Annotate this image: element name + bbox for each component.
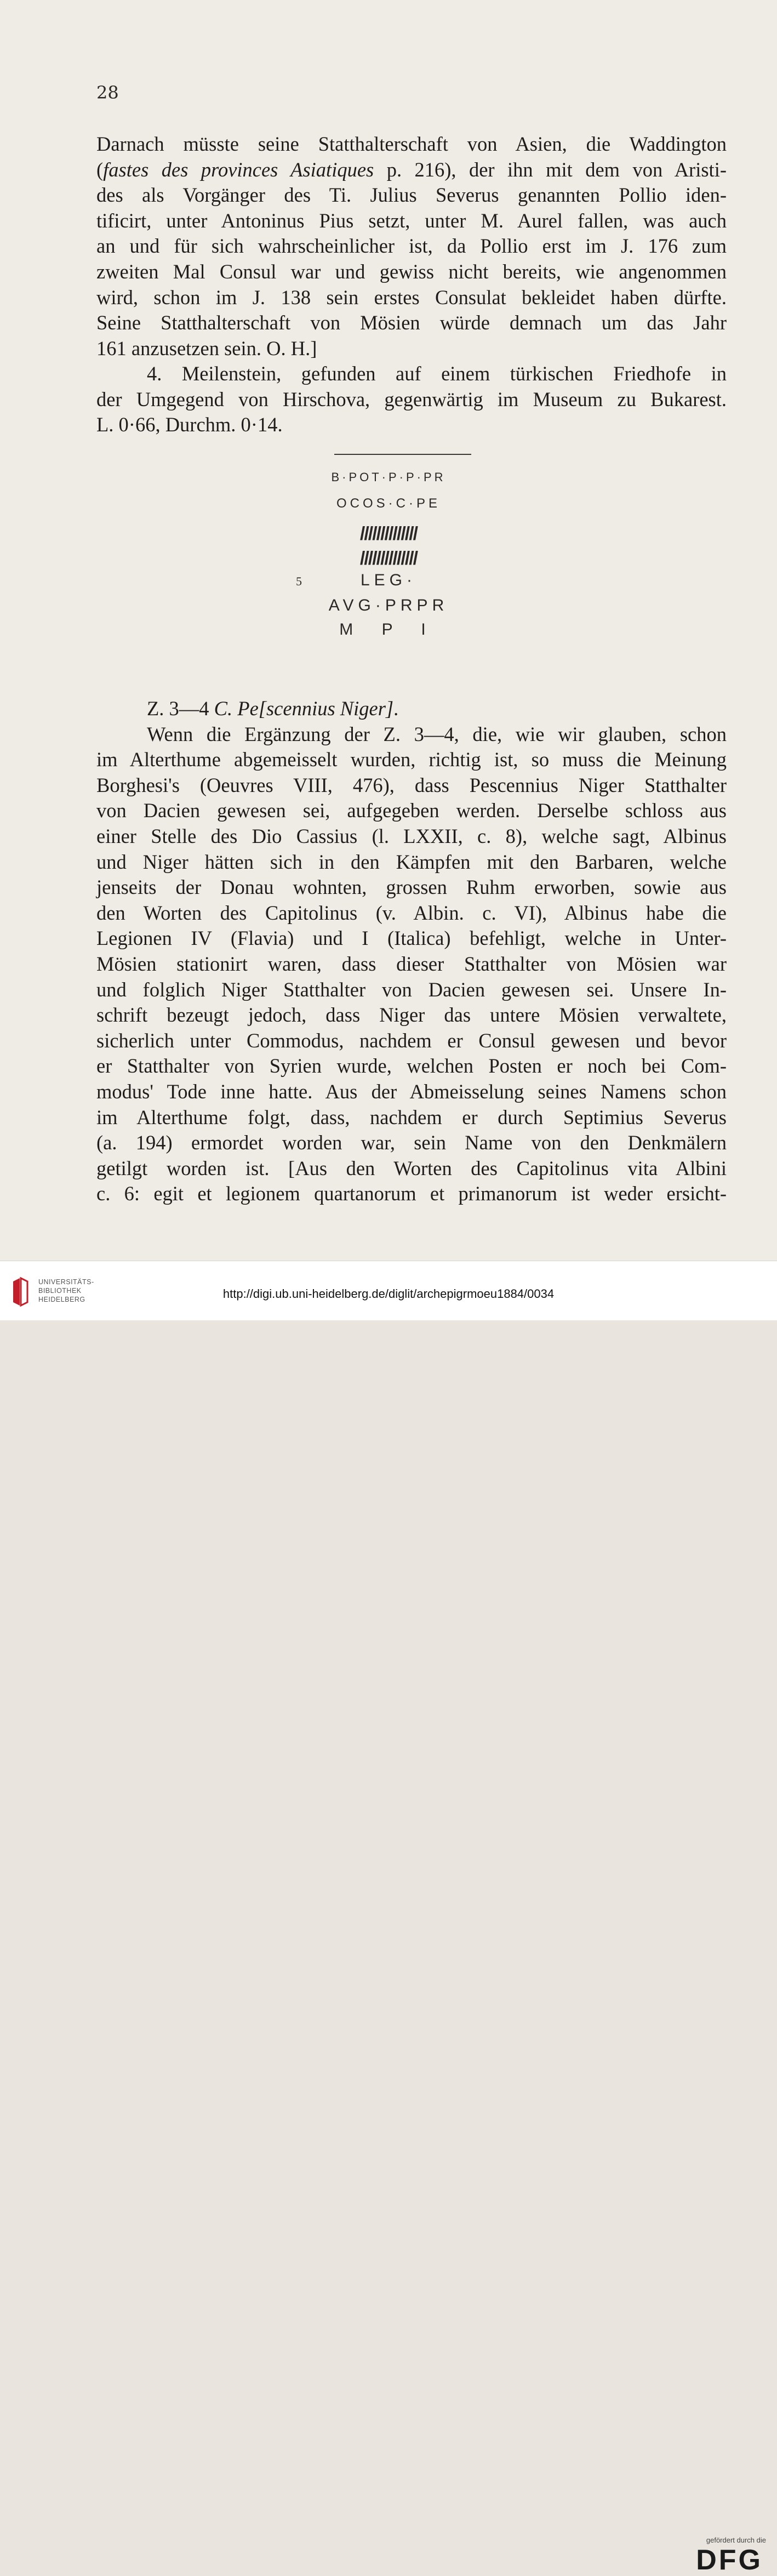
dfg-logo: DFG — [696, 2544, 763, 2576]
text-line: tificirt, unter Antoninus Pius setzt, unter M. Aurel fallen, was auch — [96, 209, 727, 232]
inscription-erased-line: ////////////// — [359, 523, 418, 544]
text-line: zweiten Mal Consul war und gewiss nicht bereits, wie angenommen — [96, 260, 727, 283]
text-line: L. 0·66, Durchm. 0·14. — [96, 413, 283, 436]
text-line: getilgt worden ist. [Aus den Worten des Capitolinus vita Albini — [96, 1156, 727, 1179]
text-line: Wenn die Ergänzung der Z. 3—4, die, wie wir glauben, schon — [147, 722, 727, 745]
text-line: einer Stelle des Dio Cassius (l. LXXII, c. 8), welche sagt, Albinus — [96, 824, 727, 847]
library-name: UNIVERSITÄTS- BIBLIOTHEK HEIDELBERG — [38, 1278, 94, 1303]
line-reference: Z. 3—4 C. Pe[scennius Niger]. — [147, 697, 399, 720]
text-line: und Niger hätten sich in den Kämpfen mit den Barbaren, welche — [96, 850, 727, 873]
text-line: er Statthalter von Syrien wurde, welchen Posten er noch bei Com- — [96, 1055, 727, 1078]
text-line: an und für sich wahrscheinlicher ist, da Pollio erst im J. 176 zum — [96, 235, 727, 258]
inscription-line-number: 5 — [296, 574, 302, 588]
text-line: wird, schon im J. 138 sein erstes Consulat bekleidet haben dürfte. — [96, 286, 727, 309]
inscription-line: AVG·PRPR — [328, 596, 449, 614]
text-line: der Umgegend von Hirschova, gegenwärtig im Museum zu Bukarest. — [96, 387, 727, 411]
inscription-line: B·POT·P·P·PR — [331, 470, 446, 484]
text-line: jenseits der Donau wohnten, grossen Ruhm erworben, sowie aus — [96, 876, 727, 899]
text-line: 161 anzusetzen sein. O. H.] — [96, 337, 317, 360]
text-line: schrift bezeugt jedoch, dass Niger das untere Mösien verwaltete, — [96, 1004, 727, 1027]
divider-rule — [334, 454, 471, 455]
text-line: im Alterthume folgt, dass, nachdem er durch Septimius Severus — [96, 1105, 727, 1129]
text-line: 4. Meilenstein, gefunden auf einem türkischen Friedhofe in — [147, 362, 727, 385]
page-number: 28 — [96, 82, 119, 103]
permalink-url[interactable]: http://digi.ub.uni-heidelberg.de/diglit/archepigrmoeu1884/0034 — [222, 1287, 555, 1301]
text-line: Borghesi's (Oeuvres VIII, 476), dass Pescennius Niger Statthalter — [96, 773, 727, 796]
text-line: des als Vorgänger des Ti. Julius Severus genannten Pollio iden- — [96, 184, 727, 207]
inscription-line: OCOS·C·PE — [336, 496, 441, 511]
inscription-erased-line: ////////////// — [359, 548, 418, 569]
text-line: Legionen IV (Flavia) und I (Italica) befehligt, welche in Unter- — [96, 927, 727, 950]
paragraph-milestone — [96, 361, 727, 438]
text-line: (a. 194) ermordet worden war, sein Name von den Denkmälern — [96, 1131, 727, 1154]
inscription-line: LEG· — [360, 571, 417, 589]
text-line: Seine Statthalterschaft von Mösien würde demnach um das Jahr — [96, 311, 727, 334]
text-line: sicherlich unter Commodus, nachdem er Consul gewesen und bevor — [96, 1029, 727, 1052]
text-line: und folglich Niger Statthalter von Dacien gewesen sei. Unsere In- — [96, 978, 727, 1001]
paragraph-commentary — [96, 696, 727, 1207]
text-line: von Dacien gewesen sei, aufgegeben werden. Derselbe schloss aus — [96, 799, 727, 822]
text-line: den Worten des Capitolinus (v. Albin. c. VI), Albinus habe die — [96, 901, 727, 924]
text-line: (fastes des provinces Asiatiques p. 216), der ihn mit dem von Aristi- — [96, 158, 727, 181]
scanned-page — [0, 0, 777, 1261]
italic-title: fastes des provinces Asiatiques — [103, 158, 374, 181]
text-line: c. 6: egit et legionem quartanorum et primanorum ist weder ersicht- — [96, 1182, 727, 1205]
text-line: modus' Tode inne hatte. Aus der Abmeisselung seines Namens schon — [96, 1080, 727, 1103]
paragraph-waddington — [96, 132, 727, 361]
inscription-line: M P I — [339, 620, 438, 639]
text-line: Darnach müsste seine Statthalterschaft von Asien, die Waddington — [96, 133, 727, 155]
text-line: im Alterthume abgemeisselt wurden, richtig ist, so muss die Meinung — [96, 748, 727, 771]
text-line: Mösien stationirt waren, dass dieser Statthalter von Mösien war — [96, 952, 727, 975]
funder-caption: gefördert durch die — [706, 2536, 766, 2544]
